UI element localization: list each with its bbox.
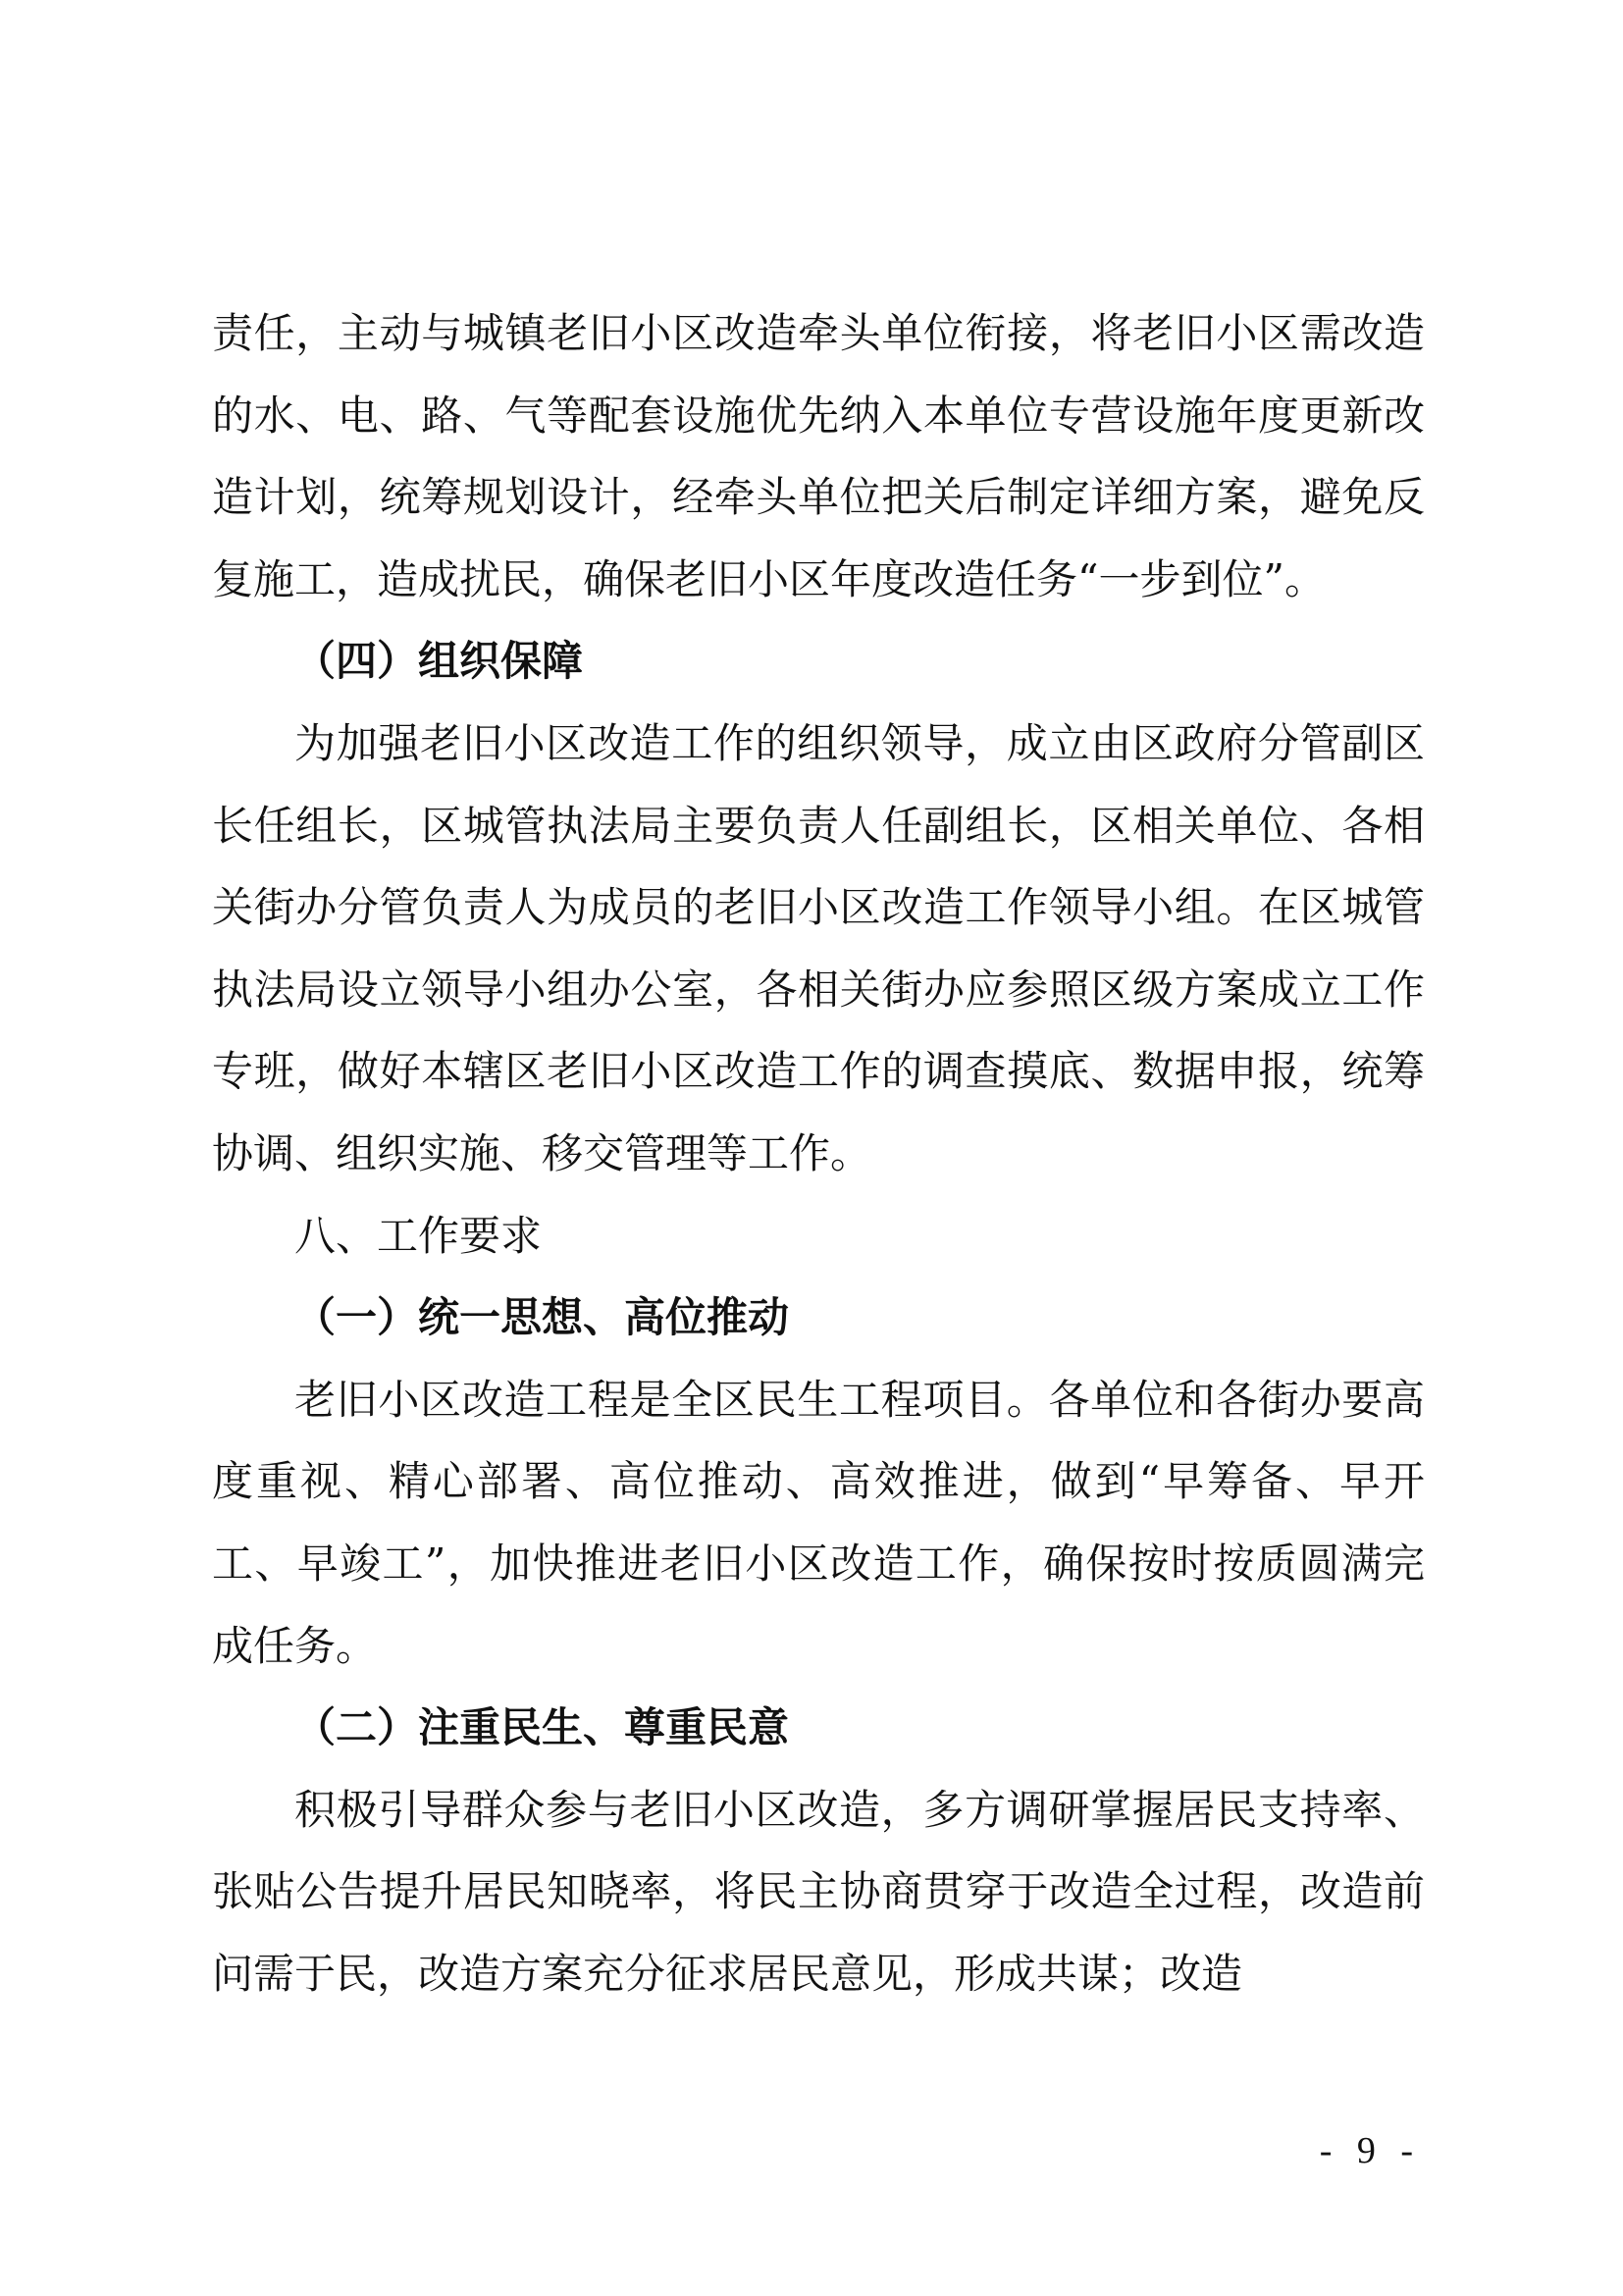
page-number: - 9 - [1319,2130,1421,2171]
paragraph-livelihood-project: 老旧小区改造工程是全区民生工程项目。各单位和各街办要高度重视、精心部署、高位推动、高效推进，做到“早筹备、早开工、早竣工”，加快推进老旧小区改造工作，确保按时按质圆满完成任务。 [212,1375,1425,1670]
paragraph-leadership-group: 为加强老旧小区改造工作的组织领导，成立由区政府分管副区长任组长，区城管执法局主要负责人任副组长，区相关单位、各相关街办分管负责人为成员的老旧小区改造工作领导小组。在区城管执法局设立领导小组办公室，各相关街办应参照区级方案成立工作专班，做好本辖区老旧小区改造工作的调查摸底、数据申报，统筹协调、组织实施、移交管理等工作。 [212,718,1425,1177]
paragraph-responsibility: 责任，主动与城镇老旧小区改造牵头单位衔接，将老旧小区需改造的水、电、路、气等配套设施优先纳入本单位专营设施年度更新改造计划，统筹规划设计，经牵头单位把关后制定详细方案，避免反复施工，造成扰民，确保老旧小区年度改造任务“一步到位”。 [212,309,1425,603]
heading-organization-guarantee: （四）组织保障 [294,637,584,686]
heading-respect-public-opinion: （二）注重民生、尊重民意 [294,1703,790,1752]
paragraph-public-participation: 积极引导群众参与老旧小区改造，多方调研掌握居民支持率、张贴公告提升居民知晓率，将民主协商贯穿于改造全过程，改造前问需于民，改造方案充分征求居民意见，形成共谋；改造 [212,1785,1425,1998]
heading-work-requirements: 八、工作要求 [294,1211,543,1260]
document-body [212,292,1425,2014]
heading-unify-thinking: （一）统一思想、高位推动 [294,1293,790,1342]
